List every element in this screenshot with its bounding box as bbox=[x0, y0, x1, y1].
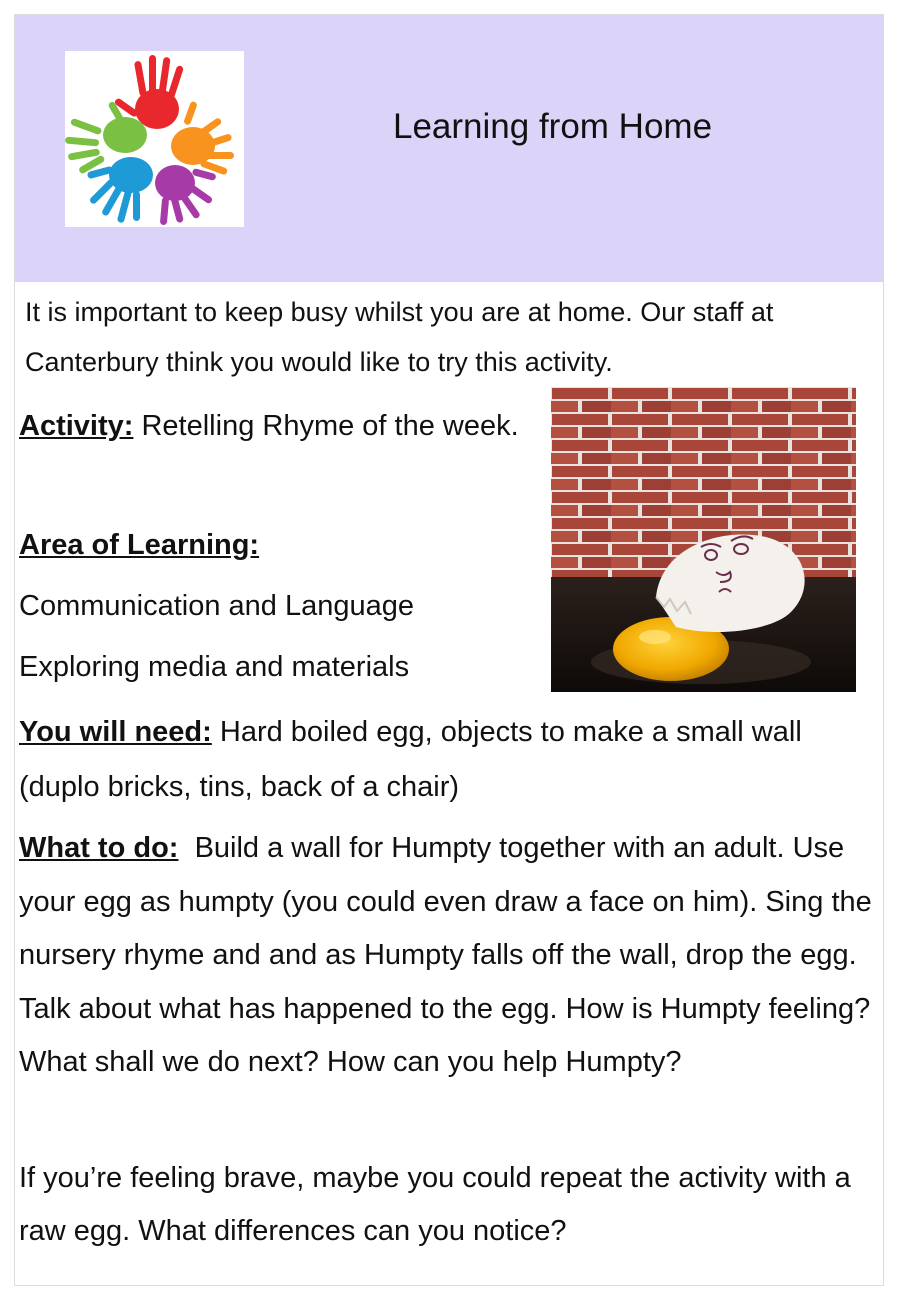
area-of-learning-label: Area of Learning: bbox=[19, 529, 260, 561]
page-title: Learning from Home bbox=[393, 107, 713, 146]
what-to-do-label: What to do: bbox=[19, 832, 179, 864]
orange-hand-icon bbox=[171, 101, 234, 176]
what-to-do-text: Build a wall for Humpty together with an adult. Use your egg as humpty (you could even draw a face on him). Sing the nursery rhyme and and as Humpty falls off the wall, drop the egg. Talk about what has happened to the egg. How is Humpty feeling? What shall we do next? How can you help Humpty? bbox=[19, 832, 880, 1078]
purple-hand-icon bbox=[155, 165, 217, 225]
area-of-learning-item: Communication and Language bbox=[19, 590, 414, 622]
you-will-need-line bbox=[19, 705, 869, 815]
area-of-learning-heading bbox=[19, 519, 259, 571]
activity-label: Activity: bbox=[19, 410, 134, 442]
extension-paragraph: If you’re feeling brave, maybe you could repeat the activity with a raw egg. What differences can you notice? bbox=[19, 1162, 851, 1247]
you-will-need-text: Hard boiled egg, objects to make a small wall (duplo bricks, tins, back of a chair) bbox=[19, 716, 802, 803]
activity-line bbox=[19, 399, 519, 454]
cracked-egg-photo bbox=[551, 387, 856, 692]
activity-sheet bbox=[14, 14, 884, 1286]
area-of-learning-item: Exploring media and materials bbox=[19, 651, 410, 683]
you-will-need-label: You will need: bbox=[19, 716, 212, 748]
blue-hand-icon bbox=[87, 157, 153, 223]
intro-paragraph: It is important to keep busy whilst you are at home. Our staff at Canterbury think you would like to try this activity. bbox=[25, 297, 774, 377]
colourful-hands-logo-icon bbox=[65, 51, 244, 227]
what-to-do-paragraph bbox=[19, 822, 880, 1090]
activity-text: Retelling Rhyme of the week. bbox=[133, 410, 519, 442]
header-banner bbox=[15, 15, 883, 282]
